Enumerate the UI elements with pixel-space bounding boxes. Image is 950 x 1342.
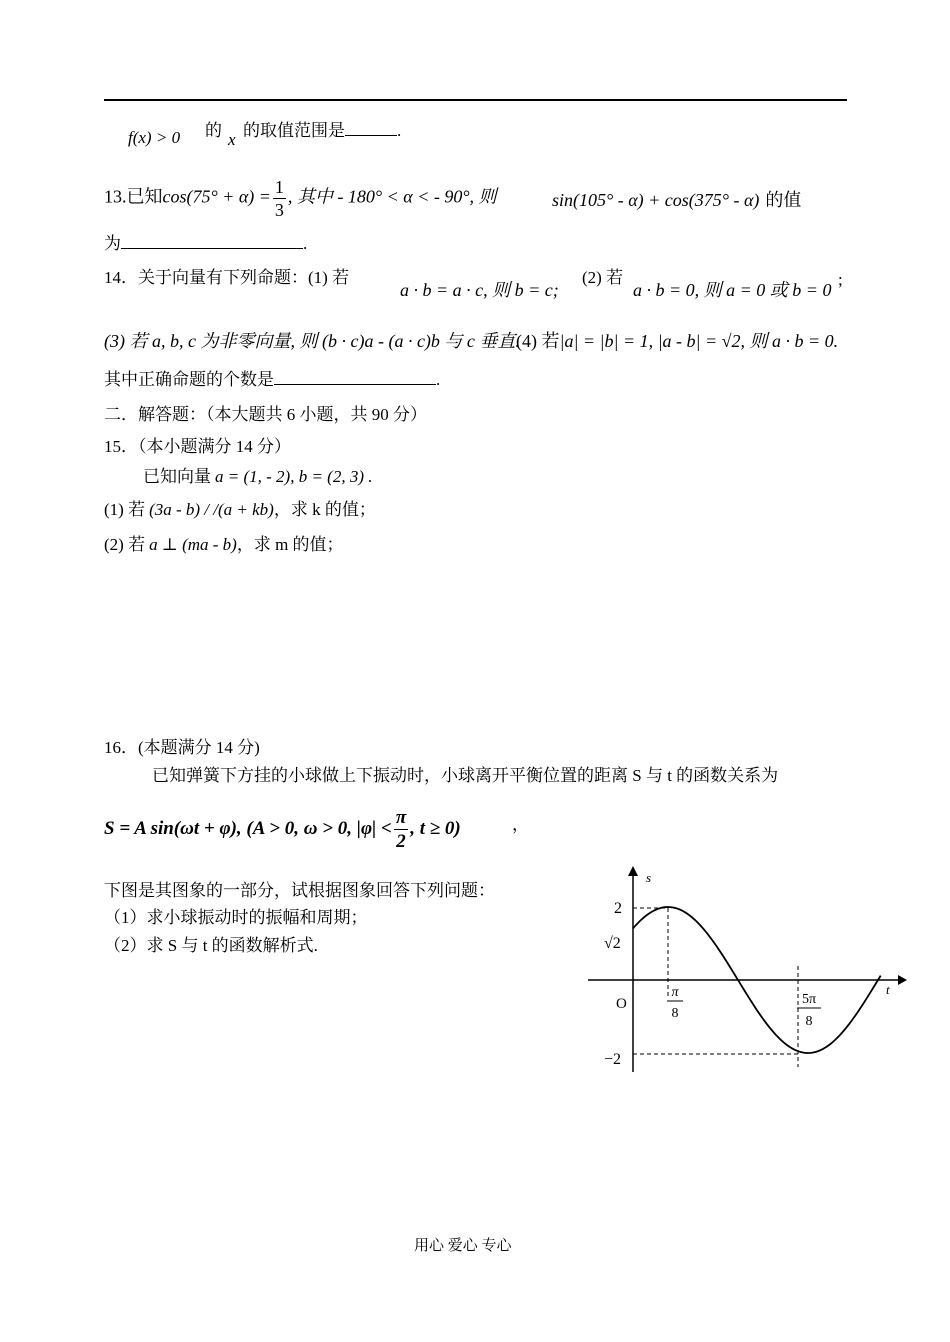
q13-frac-num: 1 <box>274 177 284 197</box>
q13-target <box>552 186 801 212</box>
q15-given-lead: 已知向量 <box>143 467 211 486</box>
q15-part1-tail: ，求 k 的值； <box>273 500 376 519</box>
section2-heading: 二．解答题：（本大题共 6 小题，共 90 分） <box>104 405 427 424</box>
q16-intro: 已知弹簧下方挂的小球做上下振动时，小球离开平衡位置的距离 S 与 t 的函数关系为 <box>152 766 779 785</box>
q15-part2-expr: a ⊥ (ma - b) <box>149 535 237 554</box>
q14-p3: (3) 若 a, b, c 为非零向量, 则 (b · c)a - (a · c)b 与 c 垂直. <box>104 331 520 351</box>
q13-line2: 为 . <box>104 234 308 253</box>
q15-part1-expr: (3a - b) / /(a + kb) <box>149 500 274 519</box>
q16-formula-frac <box>394 808 408 851</box>
q15-part1 <box>104 495 376 520</box>
q14-line1 <box>104 263 349 288</box>
y-root2-label: √2 <box>604 935 621 952</box>
q14-p4-wrap <box>516 327 838 353</box>
q13-line1 <box>104 178 497 219</box>
q16-formula <box>104 808 461 851</box>
q14-answer-blank[interactable] <box>274 370 436 385</box>
q12-fx-expr: f(x) > 0 <box>128 128 181 147</box>
q13-frac-den: 3 <box>274 200 284 220</box>
q13-wei: 为 <box>104 234 121 253</box>
q16-formula-b: , t ≥ 0) <box>410 817 461 839</box>
q15-given <box>143 462 373 487</box>
q15-part1-label: (1) 若 <box>104 500 146 519</box>
q14-number: 14． <box>104 268 138 287</box>
q13-target-expr: sin(105° - α) + cos(375° - α) <box>552 190 760 210</box>
q14-ask: 其中正确命题的个数是 . <box>104 370 441 389</box>
x2-den: 8 <box>805 1014 813 1029</box>
q16-ask2: （2）求 S 与 t 的函数解析式. <box>104 936 318 955</box>
y-min-label: −2 <box>604 1051 622 1068</box>
y-max-label: 2 <box>614 900 622 917</box>
q13-number: 13. <box>104 186 127 207</box>
q13-answer-blank[interactable] <box>121 234 303 249</box>
footer-motto: 用心 爱心 专心 <box>414 1238 512 1254</box>
q14-semicolon: ; <box>838 270 843 289</box>
q13-tail: 的值 <box>765 190 802 210</box>
q13-fraction <box>273 178 286 219</box>
q16-frac-den: 2 <box>396 831 406 852</box>
s-axis-label: s <box>646 870 652 885</box>
q15-part2-tail: ，求 m 的值； <box>236 535 344 554</box>
header-rule <box>104 99 847 101</box>
x1-num: π <box>671 985 679 1000</box>
q15-title: 15．（本小题满分 14 分） <box>104 437 291 456</box>
q16-ask1: （1）求小球振动时的振幅和周期； <box>104 908 368 927</box>
x2-num: 5π <box>801 992 817 1007</box>
q16-frac-num: π <box>395 807 407 828</box>
q14-p2-label: (2) 若 <box>582 268 624 287</box>
sine-graph <box>580 862 910 1082</box>
q14-p4-label: (4) 若 <box>516 331 560 351</box>
t-axis-label: t <box>886 982 890 997</box>
q15-part2-label: (2) 若 <box>104 535 146 554</box>
q16-formula-comma: ， <box>512 815 529 834</box>
x1-den: 8 <box>671 1006 679 1021</box>
q15-part2 <box>104 530 344 555</box>
q14-p1-label: (1) 若 <box>308 268 350 287</box>
q12-expression <box>128 128 180 148</box>
s-axis-arrow <box>628 866 638 876</box>
origin-label: O <box>616 996 627 1012</box>
q12-question-text: 的取值范围是 <box>243 121 345 140</box>
q12-answer-blank[interactable] <box>345 121 397 136</box>
q13-lead: 已知 <box>126 186 163 207</box>
q14-ask-text: 其中正确命题的个数是 <box>104 370 274 389</box>
q16-desc: 下图是其图象的一部分，试根据图象回答下列问题： <box>104 881 495 900</box>
q16-title: 16．(本题满分 14 分) <box>104 738 260 757</box>
q16-formula-a: S = A sin(ωt + φ), (A > 0, ω > 0, |φ| < <box>104 817 392 839</box>
q12-x: x <box>228 130 236 149</box>
q14-lead: 关于向量有下列命题： <box>138 268 308 287</box>
q13-condition: , 其中 - 180° < α < - 90°, 则 <box>287 186 497 207</box>
q13-cos-expr: cos(75° + α) = <box>162 186 271 207</box>
t-axis-arrow <box>898 975 907 985</box>
q14-p4: |a| = |b| = 1, |a - b| = √2, 则 a · b = 0. <box>559 331 839 351</box>
q12-text: 的取值范围是 . <box>243 121 402 140</box>
q15-given-expr: a = (1, - 2), b = (2, 3) . <box>215 467 373 486</box>
q14-p1: a · b = a · c, 则 b = c; <box>400 280 559 300</box>
q14-p2: a · b = 0, 则 a = 0 或 b = 0 <box>633 280 832 300</box>
q12-de: 的 <box>205 121 222 140</box>
